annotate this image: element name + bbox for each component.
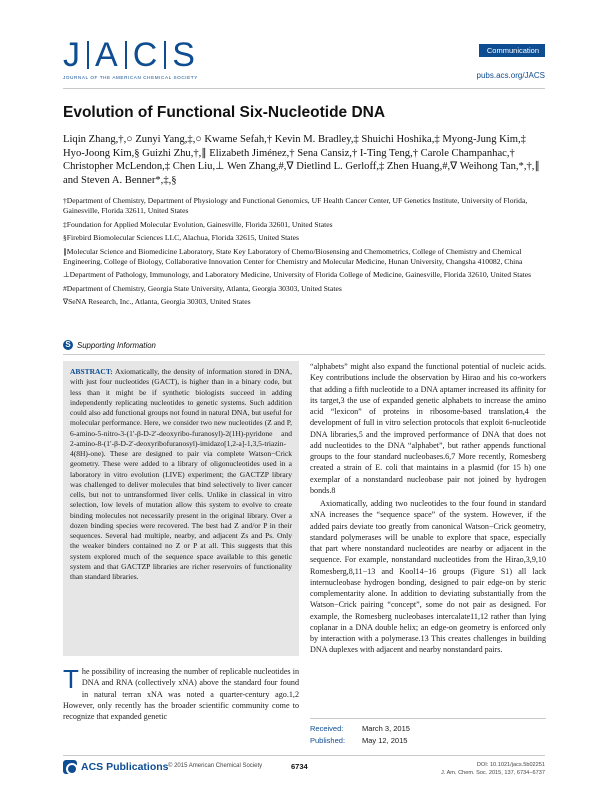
logo-divider bbox=[87, 41, 89, 69]
affiliation-item: †Department of Chemistry, Department of Physiology and Functional Genomics, UF Health Cancer Center, UF Genetics Institute, University of Florida, Gainesville, Florida 32611, United States bbox=[63, 196, 528, 216]
logo-letter: J bbox=[63, 36, 81, 74]
doi-link[interactable]: DOI: 10.1021/jacs.5b02251 bbox=[476, 762, 545, 768]
author-name[interactable]: Shuichi Hoshika,‡ bbox=[361, 134, 443, 145]
body-left-column bbox=[63, 666, 299, 722]
affiliation-item: ∥Molecular Science and Biomedicine Laboratory, State Key Laboratory of Chemo/Biosensing and Chemometrics, College of Chemistry and Chemical Engineering, College of Biology, Collaborative Innovation Center for Chemistry and Molecular Medicine, Hunan University, Changsha 410082, China bbox=[63, 246, 523, 267]
abstract-box bbox=[63, 361, 299, 656]
received-date: March 3, 2015 bbox=[362, 724, 410, 733]
page-footer bbox=[63, 760, 545, 780]
supporting-information-link[interactable] bbox=[63, 340, 156, 350]
publication-dates bbox=[310, 718, 546, 747]
published-date-row bbox=[310, 735, 546, 747]
logo-divider bbox=[125, 41, 127, 69]
doi-citation bbox=[441, 761, 545, 777]
author-name[interactable]: Kevin M. Bradley,‡ bbox=[274, 134, 362, 145]
logo-letter: A bbox=[95, 36, 119, 74]
affiliation-item: #Department of Chemistry, Georgia State University, Atlanta, Georgia 30303, United States bbox=[63, 283, 342, 293]
affiliation-item: ⊥Department of Pathology, Immunology, and Laboratory Medicine, University of Florida College of Medicine, Gainesville, Florida 32610, United States bbox=[63, 270, 532, 280]
copyright-notice: © 2015 American Chemical Society bbox=[168, 763, 263, 769]
publisher-name: ACS Publications bbox=[81, 761, 169, 773]
affiliation-item: ∇SeNA Research, Inc., Atlanta, Georgia 30303, United States bbox=[63, 297, 251, 307]
article-title: Evolution of Functional Six-Nucleotide DNA bbox=[63, 104, 386, 121]
published-date: May 12, 2015 bbox=[362, 736, 408, 745]
logo-letter: C bbox=[132, 36, 159, 74]
author-name[interactable]: Wen Zhang,#,∇ bbox=[227, 161, 297, 173]
author-name[interactable]: Weihong Tan,*,†,∥ bbox=[459, 161, 540, 173]
author-name[interactable]: Christopher McLendon,‡ bbox=[63, 161, 173, 173]
affiliation-item: §Firebird Biomolecular Sciences LLC, Alachua, Florida 32615, United States bbox=[63, 233, 299, 243]
author-name[interactable]: Carole Champanhac,† bbox=[420, 147, 515, 159]
section-divider bbox=[63, 354, 545, 355]
citation-text: J. Am. Chem. Soc. 2015, 137, 6734−6737 bbox=[440, 770, 545, 776]
footer-divider bbox=[63, 755, 545, 756]
published-label: Published: bbox=[310, 736, 346, 745]
body-paragraph: Axiomatically, adding two nucleotides to the four found in standard xNA increases the “sequence space” of the system. However, if the added pairs deviate too greatly from canonical Watson−Crick geometry, standard polymerases will be unable to explore that space, especially that part where nonstandard nucleotides are nearby or adjacent in the sequence. For example, nonstandard nucleotides from the Hirao,3,9,10 Romesberg,8,11−13 and Kool14−16 groups (Figure S1) all lack internucleobase hydrogen bonding, designed to pair edge-on by steric complementarity alone. In addition to deviating substantially from the Watson−Crick pairing “concept”, some do not pair as designed. For example, the Romesberg nucleobases intercalate11,12 rather than lying coplanar in a DNA double helix; an edge-on geometry is enforced only by interaction with a polymerase.13 This creates challenges in building DNA duplexes with adjacent and nearby nonstandard pairs. bbox=[310, 499, 546, 655]
author-name[interactable]: Kwame Sefah,† bbox=[204, 134, 275, 145]
abstract-label: ABSTRACT: bbox=[70, 367, 113, 376]
acs-publications-logo[interactable] bbox=[63, 760, 169, 774]
author-name[interactable]: Zhen Huang,#,∇ bbox=[386, 161, 458, 173]
logo-divider bbox=[164, 41, 166, 69]
journal-logo-letters bbox=[63, 38, 198, 72]
author-name[interactable]: Sena Cansiz,† bbox=[297, 147, 360, 159]
author-name[interactable]: and Steven A. Benner*,‡,§ bbox=[63, 174, 177, 186]
author-name[interactable]: Chen Liu,⊥ bbox=[172, 161, 227, 173]
author-name[interactable]: Hyo-Joong Kim,§ bbox=[63, 147, 143, 159]
author-name[interactable]: Myong-Jung Kim,‡ bbox=[442, 134, 526, 145]
author-list bbox=[63, 133, 548, 187]
received-date-row bbox=[310, 723, 546, 735]
author-name[interactable]: Dietlind L. Gerloff,‡ bbox=[296, 161, 387, 173]
author-name[interactable]: Guizhi Zhu,†,∥ bbox=[142, 147, 210, 159]
page-number: 6734 bbox=[291, 762, 308, 771]
header-divider bbox=[63, 88, 545, 89]
journal-logo bbox=[63, 38, 198, 80]
journal-full-name: JOURNAL OF THE AMERICAN CHEMICAL SOCIETY bbox=[63, 75, 198, 80]
info-s-icon: S bbox=[63, 340, 73, 350]
body-right-column bbox=[310, 361, 546, 658]
acs-logo-icon bbox=[63, 760, 77, 774]
author-name[interactable]: Liqin Zhang,†,○ bbox=[63, 134, 136, 145]
affiliation-list bbox=[63, 196, 548, 311]
author-name[interactable]: Elizabeth Jiménez,† bbox=[209, 147, 298, 159]
body-paragraph: “alphabets” might also expand the functional potential of nucleic acids. Key contributions include the observation by Hirao and his co-workers that adding a fifth nucleotide to a DNA aptamer increased its affinity for its target,3 the use of expanded genetic alphabets to increase the amino acid “lexicon” of proteins in ribosome-based translation,4 the development of full in vitro selection protocols that exploit 6-nucleotide DNA libraries,5 and the improved performance of DNA that does not add nucleotides to the DNA “alphabet”, but rather appends functional groups to the four standard nucleobases.6,7 More recently, Romesberg created a strain of E. coli that maintains in a plasmid (for 15 h) one exemplar of a nonstandard nucleobase pair not joined by hydrogen bonds.8 bbox=[310, 362, 546, 495]
author-name[interactable]: I-Ting Teng,† bbox=[359, 147, 421, 159]
journal-url-link[interactable]: pubs.acs.org/JACS bbox=[476, 71, 545, 80]
drop-cap: T bbox=[63, 664, 79, 694]
abstract-text: Axiomatically, the density of information stored in DNA, with just four nucleotides (GACT), is higher than in a binary code, but less than it might be if synthetic biologists succeed in adding independently replicating nucleotides to genetic systems. Such addition could also add functional groups not found in natural DNA, but useful for molecular performance. Here, we consider two new nucleotides (Z and P, 6-amino-5-nitro-3-(1′-β-D-2′-deoxyribo-furanosyl)-2(1H)-pyridone and 2-amino-8-(1′-β-D-2′-deoxyribofuranosyl)-imidazo[1,2-a]-1,3,5-triazin-4(8H)-one). These are designed to pair via complete Watson−Crick geometry. These were added to a library of oligonucleotides used in a laboratory in vitro evolution (LIVE) experiment; the GACTZP library was challenged to deliver molecules that bind selectively to liver cancer cells, but not to untransformed liver cells. Unlike in classical in vitro selection, low levels of mutation allow this system to evolve to create binding molecules not necessarily present in the original library. Over a dozen binding species were recovered. The best had Z and/or P in their sequences. Several had multiple, nearby, and adjacent Zs and Ps. Only the weaker binders contained no Z or P at all. This suggests that this system explored much of the sequence space available to this genetic system and that GACTZP libraries are richer reservoirs of functionality than standard libraries. bbox=[70, 367, 292, 581]
dates-divider bbox=[310, 718, 546, 719]
received-label: Received: bbox=[310, 724, 344, 733]
body-paragraph: he possibility of increasing the number of replicable nucleotides in DNA and RNA (collectively xNA) above the standard four found in natural terran xNA was noted a quarter-century ago.1,2 However, only recently has the broader scientific community come to recognize that expanded genetic bbox=[63, 667, 299, 722]
logo-letter: S bbox=[172, 36, 196, 74]
affiliation-item: ‡Foundation for Applied Molecular Evolution, Gainesville, Florida 32601, United States bbox=[63, 219, 333, 229]
article-type-badge: Communication bbox=[479, 44, 545, 57]
supporting-information-label: Supporting Information bbox=[77, 340, 156, 350]
author-name[interactable]: Zunyi Yang,‡,○ bbox=[135, 134, 205, 145]
